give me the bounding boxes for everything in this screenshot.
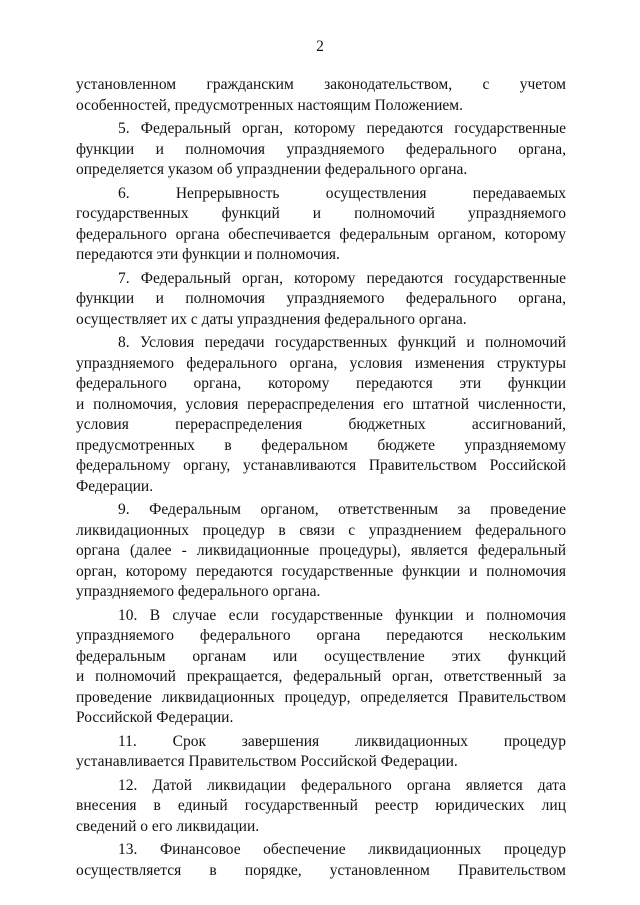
text-line: осуществляется в порядке, установленном Правительством <box>76 861 566 879</box>
text-line: государственных функций и полномочий упраздняемого <box>76 205 566 222</box>
text-line: функции и полномочия упраздняемого федерального органа, <box>76 140 566 158</box>
text-line: ликвидационных процедур в связи с упразднением федерального <box>76 521 566 539</box>
text-line: 12. Датой ликвидации федерального органа является дата <box>118 776 566 794</box>
text-line: устанавливается Правительством Российской Федерации. <box>76 753 458 770</box>
text-line: Федерации. <box>76 477 154 495</box>
text-line: орган, которому передаются государственные функции и полномочия <box>76 562 566 580</box>
paragraph-item-8 <box>76 333 566 497</box>
text-line: определяется указом об упразднении федерального органа. <box>76 161 468 178</box>
paragraph-item-13 <box>76 840 566 881</box>
text-line: особенностей, предусмотренных настоящим Положением. <box>76 96 463 114</box>
paragraph-item-5 <box>76 119 566 181</box>
paragraph-item-6 <box>76 184 566 266</box>
paragraph-item-9 <box>76 500 566 603</box>
text-line: проведение ликвидационных процедур, определяется Правительством <box>76 688 566 706</box>
text-line: и полномочий прекращается, федеральный орган, ответственный за <box>76 668 566 685</box>
text-line: 13. Финансовое обеспечение ликвидационных процедур <box>118 841 566 858</box>
text-line: функции и полномочия упраздняемого федерального органа, <box>76 290 566 307</box>
text-line: органа (далее - ликвидационные процедуры), является федеральный <box>76 542 566 559</box>
text-line: упраздняемого федерального органа. <box>76 583 321 600</box>
text-line: упраздняемого федерального органа, условия изменения структуры <box>76 354 566 372</box>
text-line: федеральному органу, устанавливаются Правительством Российской <box>76 457 566 474</box>
text-line: 9. Федеральным органом, ответственным за проведение <box>118 501 566 518</box>
text-line: 10. В случае если государственные функции и полномочия <box>118 606 566 624</box>
text-line: 5. Федеральный орган, которому передаются государственные <box>118 120 566 137</box>
document-body <box>76 75 566 884</box>
text-line: внесения в единый государственный реестр юридических лиц <box>76 797 566 814</box>
text-line: осуществляет их с даты упразднения федерального органа. <box>76 310 467 328</box>
text-line: федерального органа обеспечивается федеральным органом, которому <box>76 225 566 243</box>
text-line: условия перераспределения бюджетных ассигнований, <box>76 416 566 433</box>
text-line: 11. Срок завершения ликвидационных процедур <box>118 732 566 750</box>
text-line: предусмотренных в федеральном бюджете упраздняемому <box>76 436 566 454</box>
page-number: 2 <box>316 38 324 55</box>
paragraph-continuation <box>76 75 566 116</box>
text-line: федерального органа, которому передаются эти функции <box>76 375 566 392</box>
text-line: сведений о его ликвидации. <box>76 817 260 835</box>
text-line: упраздняемого федерального органа передаются нескольким <box>76 627 566 644</box>
text-line: установленном гражданским законодательством, с учетом <box>76 76 566 93</box>
text-line: 8. Условия передачи государственных функций и полномочий <box>118 334 566 351</box>
paragraph-item-12 <box>76 776 566 838</box>
text-line: 7. Федеральный орган, которому передаются государственные <box>118 269 566 287</box>
text-line: Российской Федерации. <box>76 709 234 726</box>
text-line: и полномочия, условия перераспределения его штатной численности, <box>76 395 566 413</box>
paragraph-item-10 <box>76 606 566 729</box>
paragraph-item-7 <box>76 269 566 331</box>
text-line: передаются эти функции и полномочия. <box>76 246 340 263</box>
paragraph-item-11 <box>76 732 566 773</box>
text-line: федеральным органам или осуществление этих функций <box>76 647 566 665</box>
text-line: 6. Непрерывность осуществления передаваемых <box>118 184 566 202</box>
